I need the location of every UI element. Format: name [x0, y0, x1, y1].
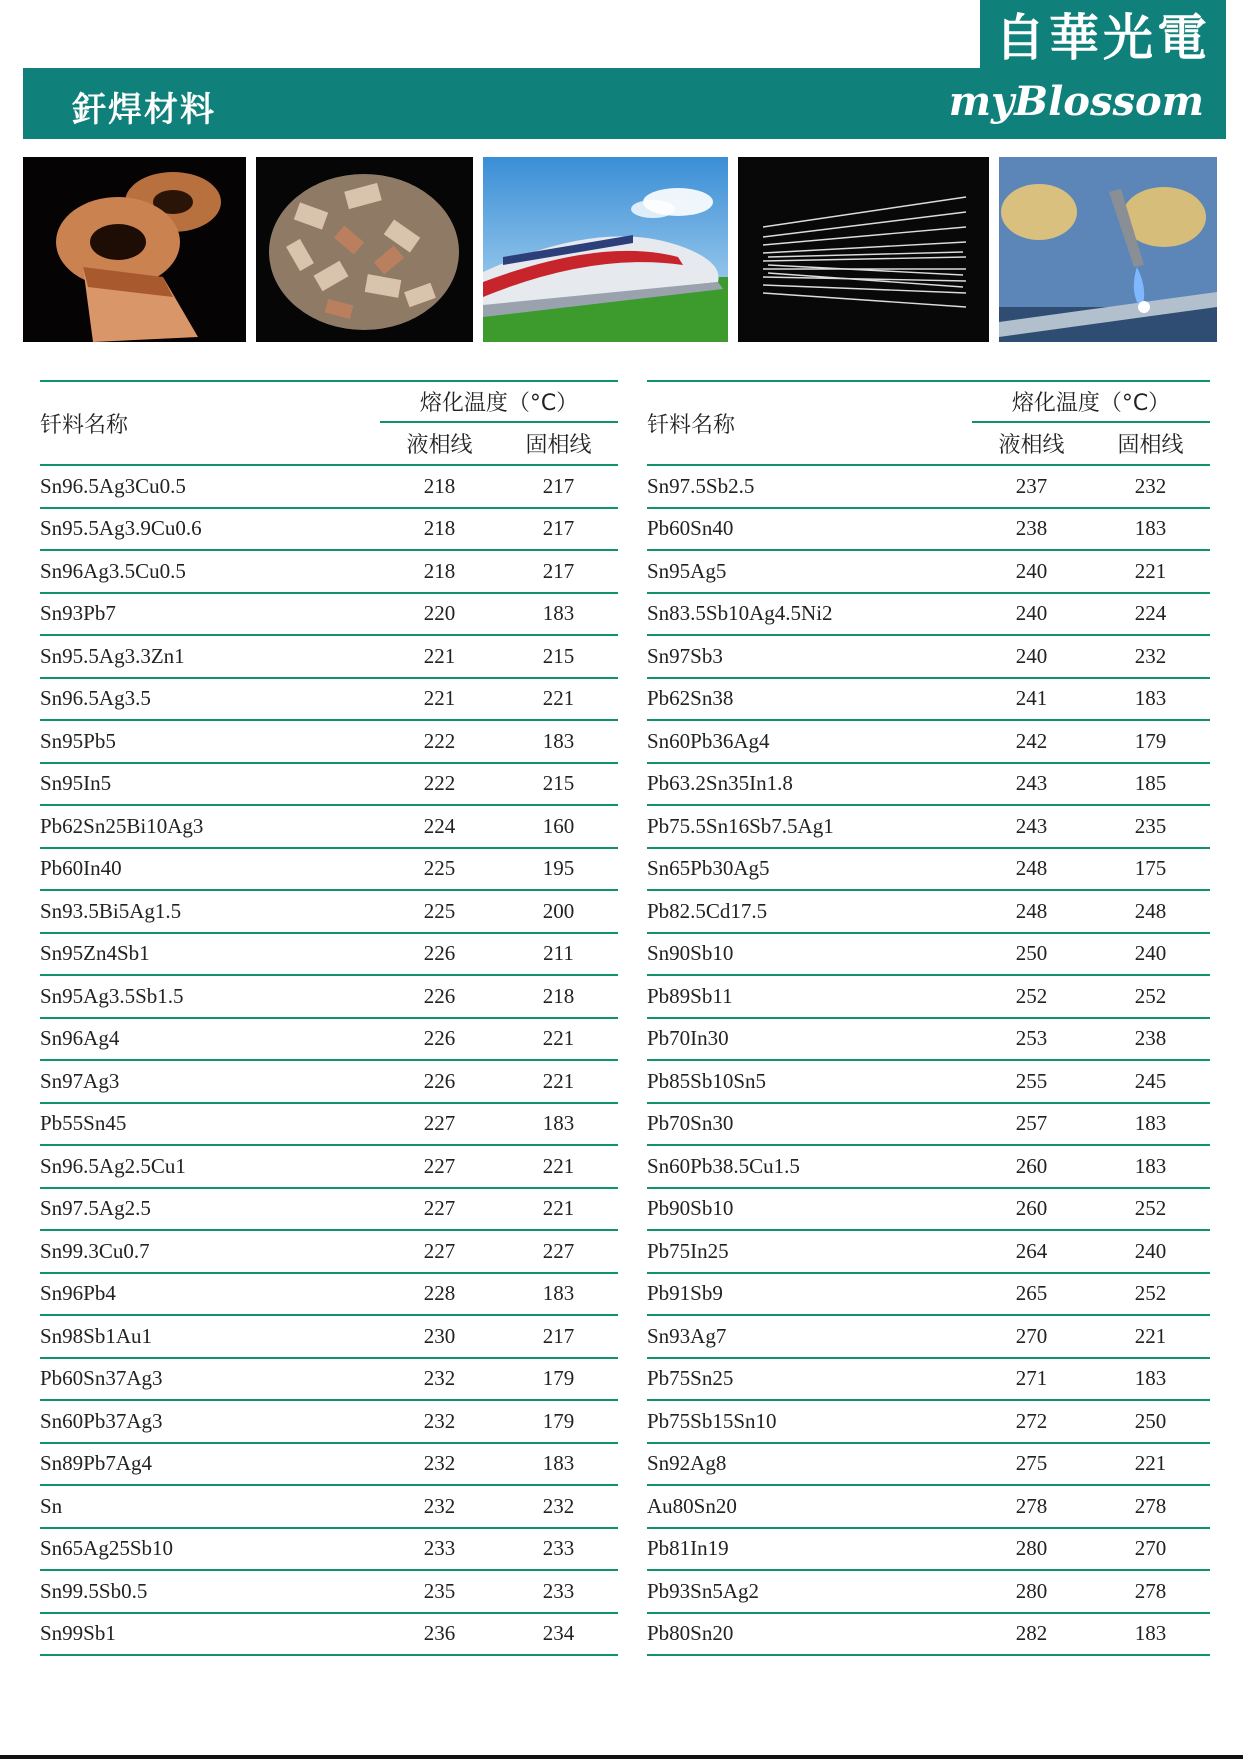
table-row: [40, 1188, 618, 1231]
liquidus-value: 227: [380, 1103, 499, 1146]
table-row: [40, 1018, 618, 1061]
table-row: [40, 1358, 618, 1401]
alloy-name: Pb91Sb9: [647, 1273, 972, 1316]
solidus-value: 179: [499, 1358, 618, 1401]
liquidus-value: 227: [380, 1145, 499, 1188]
solidus-value: 200: [499, 890, 618, 933]
alloy-name: Pb85Sb10Sn5: [647, 1060, 972, 1103]
solidus-value: 278: [1091, 1485, 1210, 1528]
solidus-value: 183: [499, 1443, 618, 1486]
solidus-value: 175: [1091, 848, 1210, 891]
alloy-name: Pb82.5Cd17.5: [647, 890, 972, 933]
solidus-value: 238: [1091, 1018, 1210, 1061]
solidus-value: 240: [1091, 1230, 1210, 1273]
table-row: [647, 1315, 1210, 1358]
brand-logo-chinese: 自華光電: [980, 0, 1226, 68]
liquidus-value: 235: [380, 1570, 499, 1613]
solidus-value: 227: [499, 1230, 618, 1273]
alloy-name: Pb60Sn40: [647, 508, 972, 551]
liquidus-value: 232: [380, 1358, 499, 1401]
liquidus-value: 241: [972, 678, 1091, 721]
alloy-name: Pb90Sb10: [647, 1188, 972, 1231]
alloy-name: Sn60Pb38.5Cu1.5: [647, 1145, 972, 1188]
alloy-name: Sn96.5Ag3.5: [40, 678, 380, 721]
table-row: [40, 890, 618, 933]
table-row: [647, 1443, 1210, 1486]
solidus-value: 211: [499, 933, 618, 976]
solidus-value: 183: [1091, 1613, 1210, 1656]
solidus-value: 232: [1091, 635, 1210, 678]
table-row: [647, 1230, 1210, 1273]
solidus-value: 183: [1091, 1358, 1210, 1401]
title-banner: [23, 68, 1226, 139]
alloy-name: Sn99Sb1: [40, 1613, 380, 1656]
alloy-name: Sn95In5: [40, 763, 380, 806]
alloy-name: Sn96Ag4: [40, 1018, 380, 1061]
table-row: [647, 1613, 1210, 1656]
solidus-value: 215: [499, 635, 618, 678]
liquidus-value: 282: [972, 1613, 1091, 1656]
liquidus-value: 218: [380, 508, 499, 551]
liquidus-value: 248: [972, 890, 1091, 933]
table-row: [647, 933, 1210, 976]
table-row: [647, 1145, 1210, 1188]
table-row: [40, 1230, 618, 1273]
solidus-value: 234: [499, 1613, 618, 1656]
alloy-name: Sn95.5Ag3.9Cu0.6: [40, 508, 380, 551]
solidus-value: 183: [499, 593, 618, 636]
liquidus-value: 222: [380, 763, 499, 806]
solidus-value: 160: [499, 805, 618, 848]
alloy-name: Sn95Pb5: [40, 720, 380, 763]
liquidus-value: 278: [972, 1485, 1091, 1528]
liquidus-value: 260: [972, 1188, 1091, 1231]
alloy-name: Sn97Sb3: [647, 635, 972, 678]
solidus-value: 183: [1091, 1145, 1210, 1188]
solidus-value: 221: [499, 1018, 618, 1061]
liquidus-value: 257: [972, 1103, 1091, 1146]
col-header-name: 钎料名称: [647, 412, 736, 438]
liquidus-value: 272: [972, 1400, 1091, 1443]
liquidus-value: 226: [380, 1018, 499, 1061]
table-row: [647, 848, 1210, 891]
table-row: [40, 805, 618, 848]
solidus-value: 221: [499, 1145, 618, 1188]
liquidus-value: 240: [972, 550, 1091, 593]
col-header-melting-temp: 熔化温度（°C）: [972, 381, 1210, 422]
alloy-name: Pb75Sb15Sn10: [647, 1400, 972, 1443]
table-row: [647, 635, 1210, 678]
table-row: [647, 593, 1210, 636]
liquidus-value: 250: [972, 933, 1091, 976]
table-row: [40, 1570, 618, 1613]
alloy-name: Sn97Ag3: [40, 1060, 380, 1103]
table-row: [647, 1358, 1210, 1401]
liquidus-value: 232: [380, 1485, 499, 1528]
table-row: [647, 1485, 1210, 1528]
liquidus-value: 240: [972, 635, 1091, 678]
brand-logo-english: myBlossom: [948, 78, 1204, 125]
solidus-value: 218: [499, 975, 618, 1018]
liquidus-value: 226: [380, 975, 499, 1018]
liquidus-value: 242: [972, 720, 1091, 763]
solidus-value: 233: [499, 1570, 618, 1613]
table-row: [40, 1528, 618, 1571]
photo-solder-preforms: [256, 157, 473, 342]
solidus-value: 217: [499, 465, 618, 508]
liquidus-value: 243: [972, 805, 1091, 848]
liquidus-value: 248: [972, 848, 1091, 891]
table-row: [40, 933, 618, 976]
table-row: [647, 550, 1210, 593]
solidus-value: 221: [499, 1188, 618, 1231]
alloy-name: Pb63.2Sn35In1.8: [647, 763, 972, 806]
photo-solder-wires: [738, 157, 989, 342]
liquidus-value: 240: [972, 593, 1091, 636]
alloy-name: Sn95Zn4Sb1: [40, 933, 380, 976]
liquidus-value: 270: [972, 1315, 1091, 1358]
alloy-name: Pb60In40: [40, 848, 380, 891]
liquidus-value: 228: [380, 1273, 499, 1316]
table-row: [40, 465, 618, 508]
table-row: [647, 465, 1210, 508]
liquidus-value: 252: [972, 975, 1091, 1018]
liquidus-value: 237: [972, 465, 1091, 508]
table-row: [40, 1443, 618, 1486]
solidus-value: 183: [499, 1273, 618, 1316]
liquidus-value: 232: [380, 1400, 499, 1443]
alloy-name: Sn89Pb7Ag4: [40, 1443, 380, 1486]
table-row: [40, 1613, 618, 1656]
footer-rule: [0, 1755, 1243, 1759]
table-row: [40, 1060, 618, 1103]
solidus-value: 221: [499, 1060, 618, 1103]
solidus-value: 217: [499, 550, 618, 593]
alloy-name: Sn98Sb1Au1: [40, 1315, 380, 1358]
alloy-name: Sn60Pb36Ag4: [647, 720, 972, 763]
table-row: [647, 1018, 1210, 1061]
table-row: [647, 1188, 1210, 1231]
table-row: [40, 848, 618, 891]
alloy-name: Sn65Pb30Ag5: [647, 848, 972, 891]
table-row: [40, 1400, 618, 1443]
alloy-name: Pb81In19: [647, 1528, 972, 1571]
table-row: [647, 1528, 1210, 1571]
liquidus-value: 224: [380, 805, 499, 848]
alloy-name: Sn95.5Ag3.3Zn1: [40, 635, 380, 678]
table-row: [647, 805, 1210, 848]
solidus-value: 183: [1091, 1103, 1210, 1146]
photo-brazing-torch: [999, 157, 1217, 342]
liquidus-value: 243: [972, 763, 1091, 806]
alloy-name: Pb75Sn25: [647, 1358, 972, 1401]
liquidus-value: 264: [972, 1230, 1091, 1273]
solidus-value: 183: [499, 1103, 618, 1146]
table-row: [647, 1060, 1210, 1103]
alloy-name: Pb60Sn37Ag3: [40, 1358, 380, 1401]
solder-table-left: [40, 380, 618, 1656]
solidus-value: 179: [1091, 720, 1210, 763]
alloy-name: Pb89Sb11: [647, 975, 972, 1018]
solidus-value: 179: [499, 1400, 618, 1443]
liquidus-value: 236: [380, 1613, 499, 1656]
alloy-name: Sn96.5Ag3Cu0.5: [40, 465, 380, 508]
col-header-solidus: 固相线: [1117, 433, 1184, 458]
solidus-value: 183: [1091, 678, 1210, 721]
liquidus-value: 221: [380, 635, 499, 678]
solidus-value: 221: [1091, 1443, 1210, 1486]
solidus-value: 252: [1091, 1188, 1210, 1231]
solidus-value: 221: [1091, 550, 1210, 593]
solidus-value: 245: [1091, 1060, 1210, 1103]
liquidus-value: 226: [380, 933, 499, 976]
table-row: [647, 1570, 1210, 1613]
liquidus-value: 232: [380, 1443, 499, 1486]
solidus-value: 224: [1091, 593, 1210, 636]
liquidus-value: 253: [972, 1018, 1091, 1061]
solidus-value: 252: [1091, 975, 1210, 1018]
liquidus-value: 225: [380, 890, 499, 933]
liquidus-value: 221: [380, 678, 499, 721]
alloy-name: Pb62Sn38: [647, 678, 972, 721]
liquidus-value: 225: [380, 848, 499, 891]
table-row: [40, 1145, 618, 1188]
liquidus-value: 220: [380, 593, 499, 636]
liquidus-value: 218: [380, 550, 499, 593]
solidus-value: 248: [1091, 890, 1210, 933]
table-row: [40, 763, 618, 806]
solidus-value: 217: [499, 1315, 618, 1358]
alloy-name: Sn83.5Sb10Ag4.5Ni2: [647, 593, 972, 636]
solidus-value: 217: [499, 508, 618, 551]
col-header-solidus: 固相线: [525, 433, 592, 458]
table-row: [647, 763, 1210, 806]
solidus-value: 183: [1091, 508, 1210, 551]
alloy-name: Sn90Sb10: [647, 933, 972, 976]
table-row: [40, 678, 618, 721]
alloy-name: Pb80Sn20: [647, 1613, 972, 1656]
alloy-name: Pb70Sn30: [647, 1103, 972, 1146]
table-row: [647, 1400, 1210, 1443]
col-header-liquidus: 液相线: [406, 433, 473, 458]
page-title: 釬焊材料: [72, 90, 216, 130]
alloy-name: Sn92Ag8: [647, 1443, 972, 1486]
table-row: [647, 1273, 1210, 1316]
table-row: [40, 1273, 618, 1316]
alloy-name: Sn96.5Ag2.5Cu1: [40, 1145, 380, 1188]
liquidus-value: 271: [972, 1358, 1091, 1401]
table-row: [40, 508, 618, 551]
photo-high-speed-train: [483, 157, 728, 342]
table-row: [647, 975, 1210, 1018]
alloy-name: Sn: [40, 1485, 380, 1528]
solidus-value: 221: [499, 678, 618, 721]
col-header-melting-temp: 熔化温度（°C）: [380, 381, 618, 422]
alloy-name: Pb55Sn45: [40, 1103, 380, 1146]
liquidus-value: 260: [972, 1145, 1091, 1188]
alloy-name: Sn95Ag3.5Sb1.5: [40, 975, 380, 1018]
table-row: [647, 508, 1210, 551]
alloy-name: Sn96Pb4: [40, 1273, 380, 1316]
alloy-name: Au80Sn20: [647, 1485, 972, 1528]
liquidus-value: 226: [380, 1060, 499, 1103]
alloy-name: Pb93Sn5Ag2: [647, 1570, 972, 1613]
liquidus-value: 255: [972, 1060, 1091, 1103]
alloy-name: Pb62Sn25Bi10Ag3: [40, 805, 380, 848]
solder-table-right: [647, 380, 1210, 1656]
solidus-value: 195: [499, 848, 618, 891]
solidus-value: 221: [1091, 1315, 1210, 1358]
table-row: [647, 1103, 1210, 1146]
alloy-name: Sn93Pb7: [40, 593, 380, 636]
table-row: [647, 720, 1210, 763]
liquidus-value: 222: [380, 720, 499, 763]
photo-copper-foil: [23, 157, 246, 342]
table-row: [40, 1485, 618, 1528]
table-row: [40, 975, 618, 1018]
liquidus-value: 265: [972, 1273, 1091, 1316]
solidus-value: 232: [1091, 465, 1210, 508]
solidus-value: 240: [1091, 933, 1210, 976]
liquidus-value: 227: [380, 1188, 499, 1231]
alloy-name: Sn96Ag3.5Cu0.5: [40, 550, 380, 593]
alloy-name: Sn65Ag25Sb10: [40, 1528, 380, 1571]
solidus-value: 233: [499, 1528, 618, 1571]
solidus-value: 185: [1091, 763, 1210, 806]
liquidus-value: 230: [380, 1315, 499, 1358]
alloy-name: Sn60Pb37Ag3: [40, 1400, 380, 1443]
table-row: [40, 720, 618, 763]
liquidus-value: 227: [380, 1230, 499, 1273]
table-row: [647, 678, 1210, 721]
alloy-name: Sn99.5Sb0.5: [40, 1570, 380, 1613]
solidus-value: 215: [499, 763, 618, 806]
solidus-value: 270: [1091, 1528, 1210, 1571]
table-row: [40, 635, 618, 678]
liquidus-value: 280: [972, 1528, 1091, 1571]
liquidus-value: 275: [972, 1443, 1091, 1486]
alloy-name: Sn95Ag5: [647, 550, 972, 593]
solidus-value: 183: [499, 720, 618, 763]
alloy-name: Sn97.5Sb2.5: [647, 465, 972, 508]
alloy-name: Pb70In30: [647, 1018, 972, 1061]
solidus-value: 250: [1091, 1400, 1210, 1443]
table-row: [40, 593, 618, 636]
table-row: [40, 550, 618, 593]
alloy-name: Sn93.5Bi5Ag1.5: [40, 890, 380, 933]
table-row: [647, 890, 1210, 933]
liquidus-value: 238: [972, 508, 1091, 551]
solidus-value: 278: [1091, 1570, 1210, 1613]
table-row: [40, 1103, 618, 1146]
solidus-value: 252: [1091, 1273, 1210, 1316]
table-row: [40, 1315, 618, 1358]
alloy-name: Sn93Ag7: [647, 1315, 972, 1358]
liquidus-value: 233: [380, 1528, 499, 1571]
liquidus-value: 280: [972, 1570, 1091, 1613]
alloy-name: Pb75In25: [647, 1230, 972, 1273]
alloy-name: Pb75.5Sn16Sb7.5Ag1: [647, 805, 972, 848]
solidus-value: 232: [499, 1485, 618, 1528]
alloy-name: Sn99.3Cu0.7: [40, 1230, 380, 1273]
col-header-name: 钎料名称: [40, 412, 129, 438]
col-header-liquidus: 液相线: [998, 433, 1065, 458]
solidus-value: 235: [1091, 805, 1210, 848]
liquidus-value: 218: [380, 465, 499, 508]
alloy-name: Sn97.5Ag2.5: [40, 1188, 380, 1231]
